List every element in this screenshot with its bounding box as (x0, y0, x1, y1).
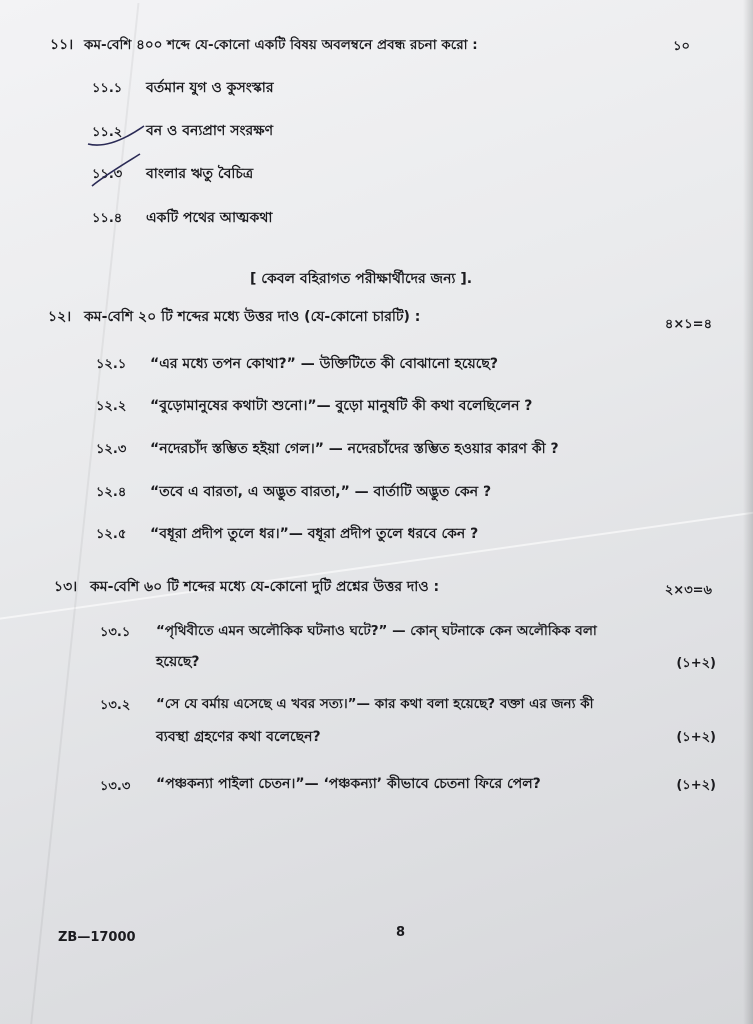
handwritten-tick-mark (84, 118, 164, 198)
item-text-line: “পঞ্চকন্যা পাইলা চেতন।”— ‘পঞ্চকন্যা’ কীভাবে চেতনা ফিরে পেল? (156, 776, 541, 792)
item-text: “নদেরচাঁদ স্তম্ভিত হইয়া গেল।” — নদেরচাঁদের স্তম্ভিত হওয়ার কারণ কী ? (150, 441, 559, 457)
question-marks: ২×৩=৬ (664, 583, 712, 598)
paper-code: ZB—17000 (58, 930, 136, 945)
question-number: ১১। (50, 37, 74, 53)
question-text: কম-বেশি ৪০০ শব্দে যে-কোনো একটি বিষয় অবলম্বনে প্রবন্ধ রচনা করো : (84, 37, 478, 53)
option-text: একটি পথের আত্মকথা (146, 210, 273, 226)
item-marks: (১+২) (676, 656, 716, 671)
option-text: বাংলার ঋতু বৈচিত্র (146, 166, 254, 182)
item-number: ১২.৩ (96, 442, 127, 457)
item-number: ১২.১ (96, 357, 127, 372)
question-number: ১২। (48, 309, 72, 325)
item-text: “এর মধ্যে তপন কোথা?” — উক্তিটিতে কী বোঝানো হয়েছে? (150, 356, 498, 372)
item-text-line: ব্যবস্থা গ্রহণের কথা বলেছেন? (156, 729, 321, 745)
item-text: “বধূরা প্রদীপ তুলে ধর।”— বধূরা প্রদীপ তুলে ধরবে কেন ? (150, 526, 479, 542)
option-number: ১১.৪ (92, 211, 123, 226)
question-text: কম-বেশি ৬০ টি শব্দের মধ্যে যে-কোনো দুটি প্রশ্নের উত্তর দাও : (90, 579, 440, 595)
option-text: বর্তমান যুগ ও কুসংস্কার (146, 80, 274, 96)
item-text-line: “পৃথিবীতে এমন অলৌকিক ঘটনাও ঘটে?” — কোন্ ঘটনাকে কেন অলৌকিক বলা (156, 623, 597, 639)
option-number: ১১.১ (92, 81, 123, 96)
item-number: ১২.৫ (96, 527, 127, 542)
question-marks: ৪×১=৪ (664, 317, 712, 332)
paper-crease (0, 497, 753, 624)
item-number: ১৩.২ (100, 698, 131, 713)
item-text-line: “সে যে বর্মায় এসেছে এ খবর সত্য।”— কার কথা বলা হয়েছে? বক্তা এর জন্য কী (156, 696, 594, 712)
item-number: ১৩.৩ (100, 779, 131, 794)
page-edge-shadow (743, 0, 753, 1024)
item-marks: (১+২) (676, 730, 716, 745)
item-text: “বুড়োমানুষের কথাটা শুনো।”— বুড়ো মানুষটি কী কথা বলেছিলেন ? (150, 398, 533, 414)
item-marks: (১+২) (676, 778, 716, 793)
question-number: ১৩। (54, 579, 78, 595)
page-number: 8 (396, 925, 406, 940)
option-text: বন ও বন্যপ্রাণ সংরক্ষণ (146, 123, 274, 139)
item-text: “তবে এ বারতা, এ অদ্ভুত বারতা,” — বার্তাটি অদ্ভুত কেন ? (150, 484, 492, 500)
question-marks: ১০ (673, 39, 690, 54)
item-text-line: হয়েছে? (156, 654, 200, 670)
question-text: কম-বেশি ২০ টি শব্দের মধ্যে উত্তর দাও (যে-কোনো চারটি) : (84, 309, 421, 325)
item-number: ১৩.১ (100, 625, 131, 640)
option-number: ১১.৩ (92, 167, 123, 182)
item-number: ১২.২ (96, 399, 127, 414)
section-note: [ কেবল বহিরাগত পরীক্ষার্থীদের জন্য ]. (250, 271, 473, 287)
item-number: ১২.৪ (96, 485, 127, 500)
option-number: ১১.২ (92, 125, 123, 140)
